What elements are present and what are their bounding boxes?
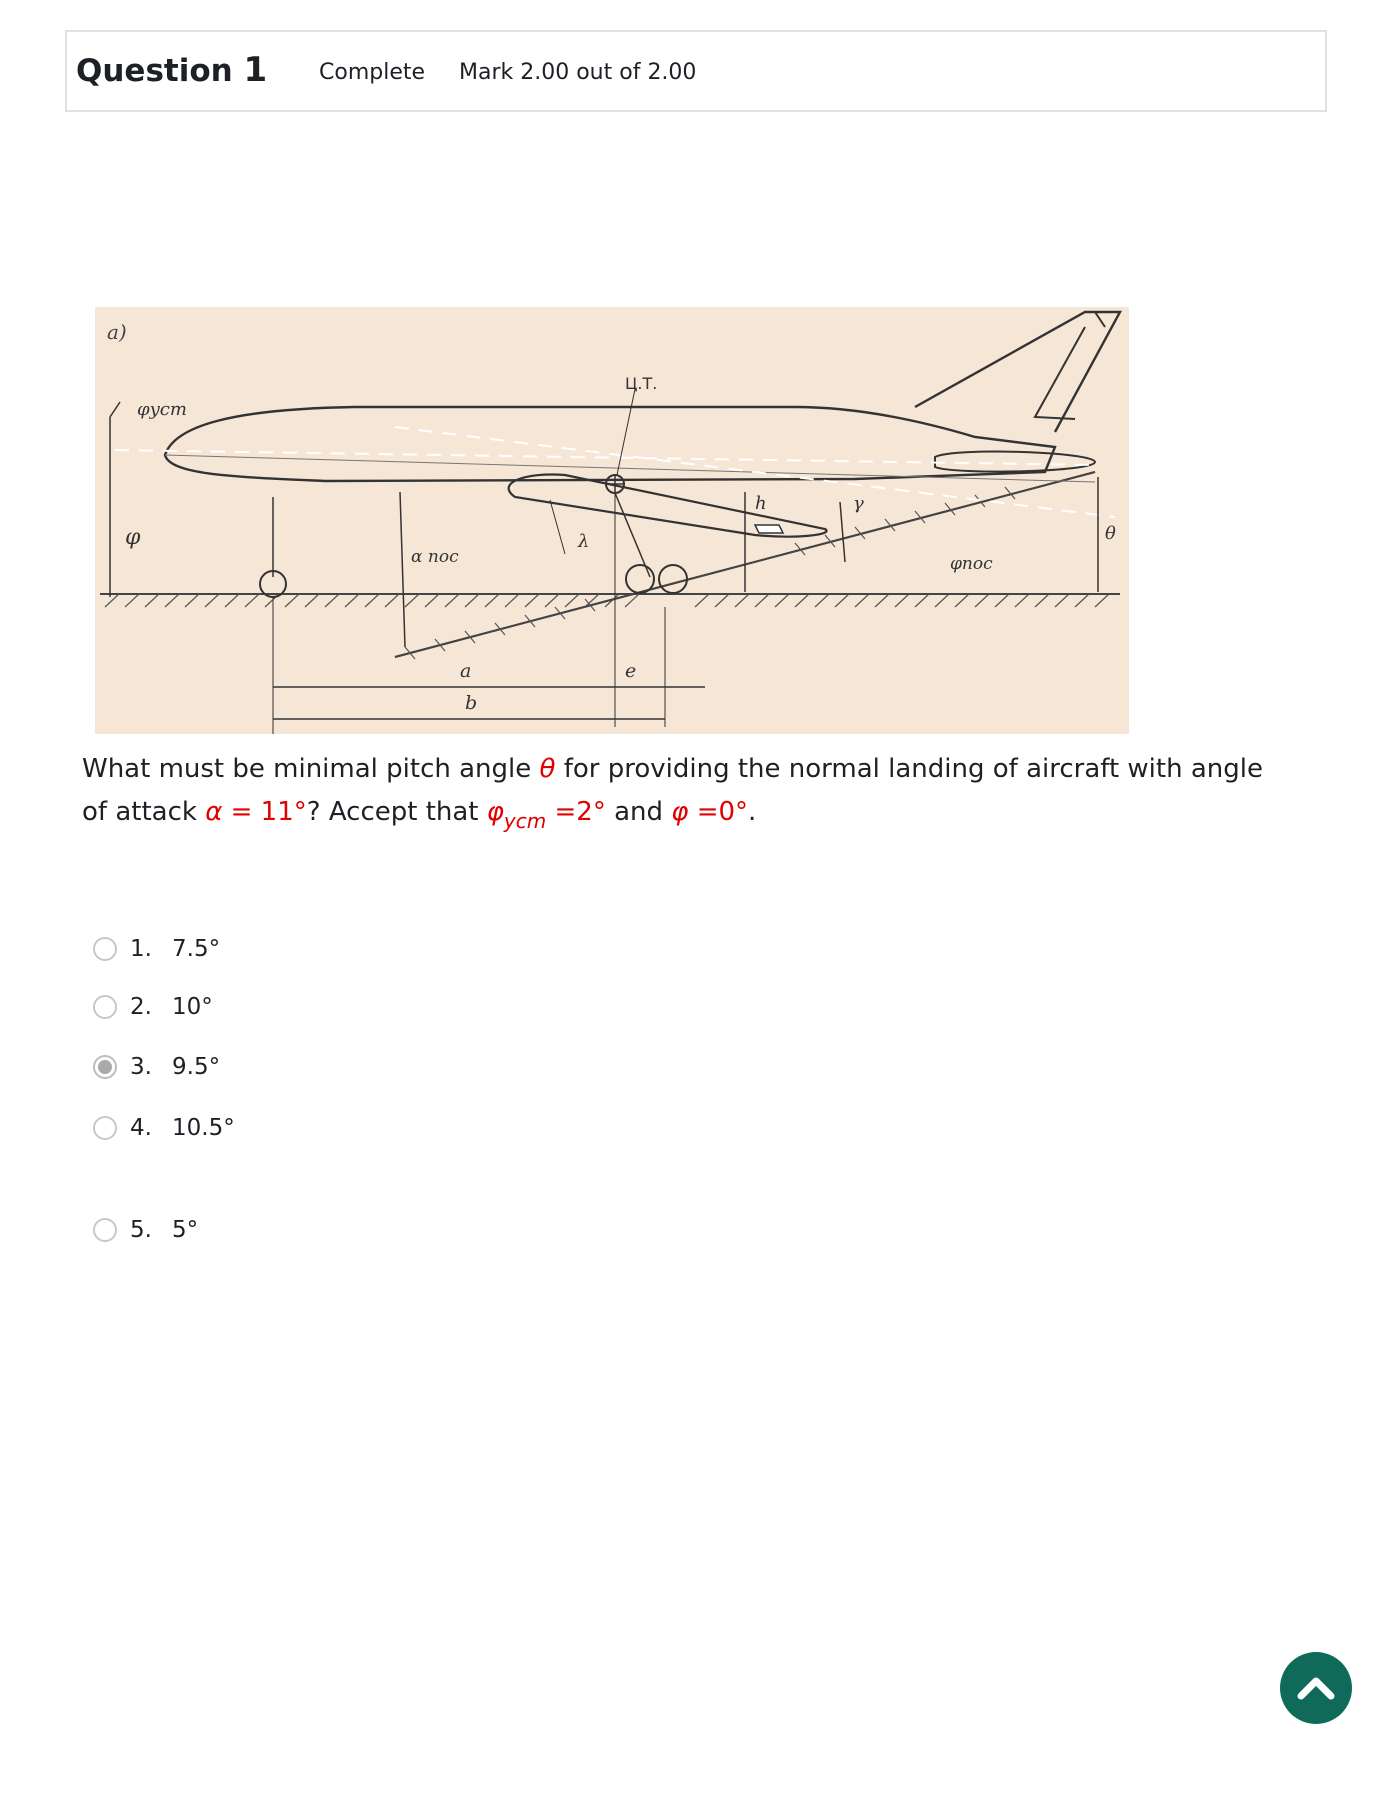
theta-symbol: θ [539,754,556,784]
label-a: a [460,660,472,682]
phi-ycm-subscript: ycm [503,809,547,833]
label-h: h [755,493,767,514]
label-phi: φ [125,525,141,550]
phi-ycm-symbol: φ [486,797,504,827]
label-ct: Ц.Т. [625,374,658,393]
answer-option-1[interactable] [93,932,393,966]
label-panel: a) [107,320,127,344]
alpha-value: = 11° [222,797,307,827]
answer-number: 5. [130,1217,152,1243]
answer-option-2[interactable] [93,990,393,1024]
label-lambda: λ [578,531,590,552]
question-label: Question [76,53,233,89]
label-phi-pos: φпос [950,554,993,574]
answer-number: 1. [130,936,152,962]
question-text-part3: ? Accept that [306,797,487,827]
answer-option-3[interactable] [93,1050,393,1084]
aircraft-landing-diagram [95,307,1129,734]
chevron-up-icon [1296,1674,1336,1702]
answer-text: 5° [172,1217,199,1243]
alpha-symbol: α [205,797,223,827]
phi-value: =0° [688,797,749,827]
answer-radio-5[interactable] [93,1218,117,1242]
answer-text: 7.5° [172,936,221,962]
phi-symbol: φ [671,797,689,827]
answer-radio-2[interactable] [93,995,117,1019]
question-text-part1: What must be minimal pitch angle [82,754,540,784]
question-mark: Mark 2.00 out of 2.00 [459,60,697,85]
answer-text: 10° [172,994,213,1020]
label-gamma: γ [853,493,864,514]
answer-text: 9.5° [172,1054,221,1080]
answer-number: 2. [130,994,152,1020]
question-text [82,748,1282,835]
question-number-value: 1 [243,50,268,90]
label-alpha-pos: α пос [411,547,459,567]
question-text-part2: for providing the normal landing of aircraft with angle of attack [82,754,1263,827]
answer-radio-1[interactable] [93,937,117,961]
question-state: Complete [319,60,426,85]
answer-number: 3. [130,1054,152,1080]
label-phi-ust: φycm [137,399,187,420]
diagram-svg [95,307,1129,734]
question-info-header [65,30,1327,112]
question-text-part5: . [748,797,757,827]
answer-number: 4. [130,1115,152,1141]
answer-option-5[interactable] [93,1213,393,1247]
back-to-top-button[interactable] [1280,1652,1352,1724]
answer-radio-4[interactable] [93,1116,117,1140]
question-text-part4: and [605,797,672,827]
phi-ycm-value: =2° [546,797,606,827]
label-theta: θ [1105,523,1116,544]
question-number [76,50,267,90]
answer-text: 10.5° [172,1115,235,1141]
answer-radio-3[interactable] [93,1055,117,1079]
label-e: e [625,660,637,682]
label-b: b [465,692,478,714]
answer-option-4[interactable] [93,1111,393,1145]
